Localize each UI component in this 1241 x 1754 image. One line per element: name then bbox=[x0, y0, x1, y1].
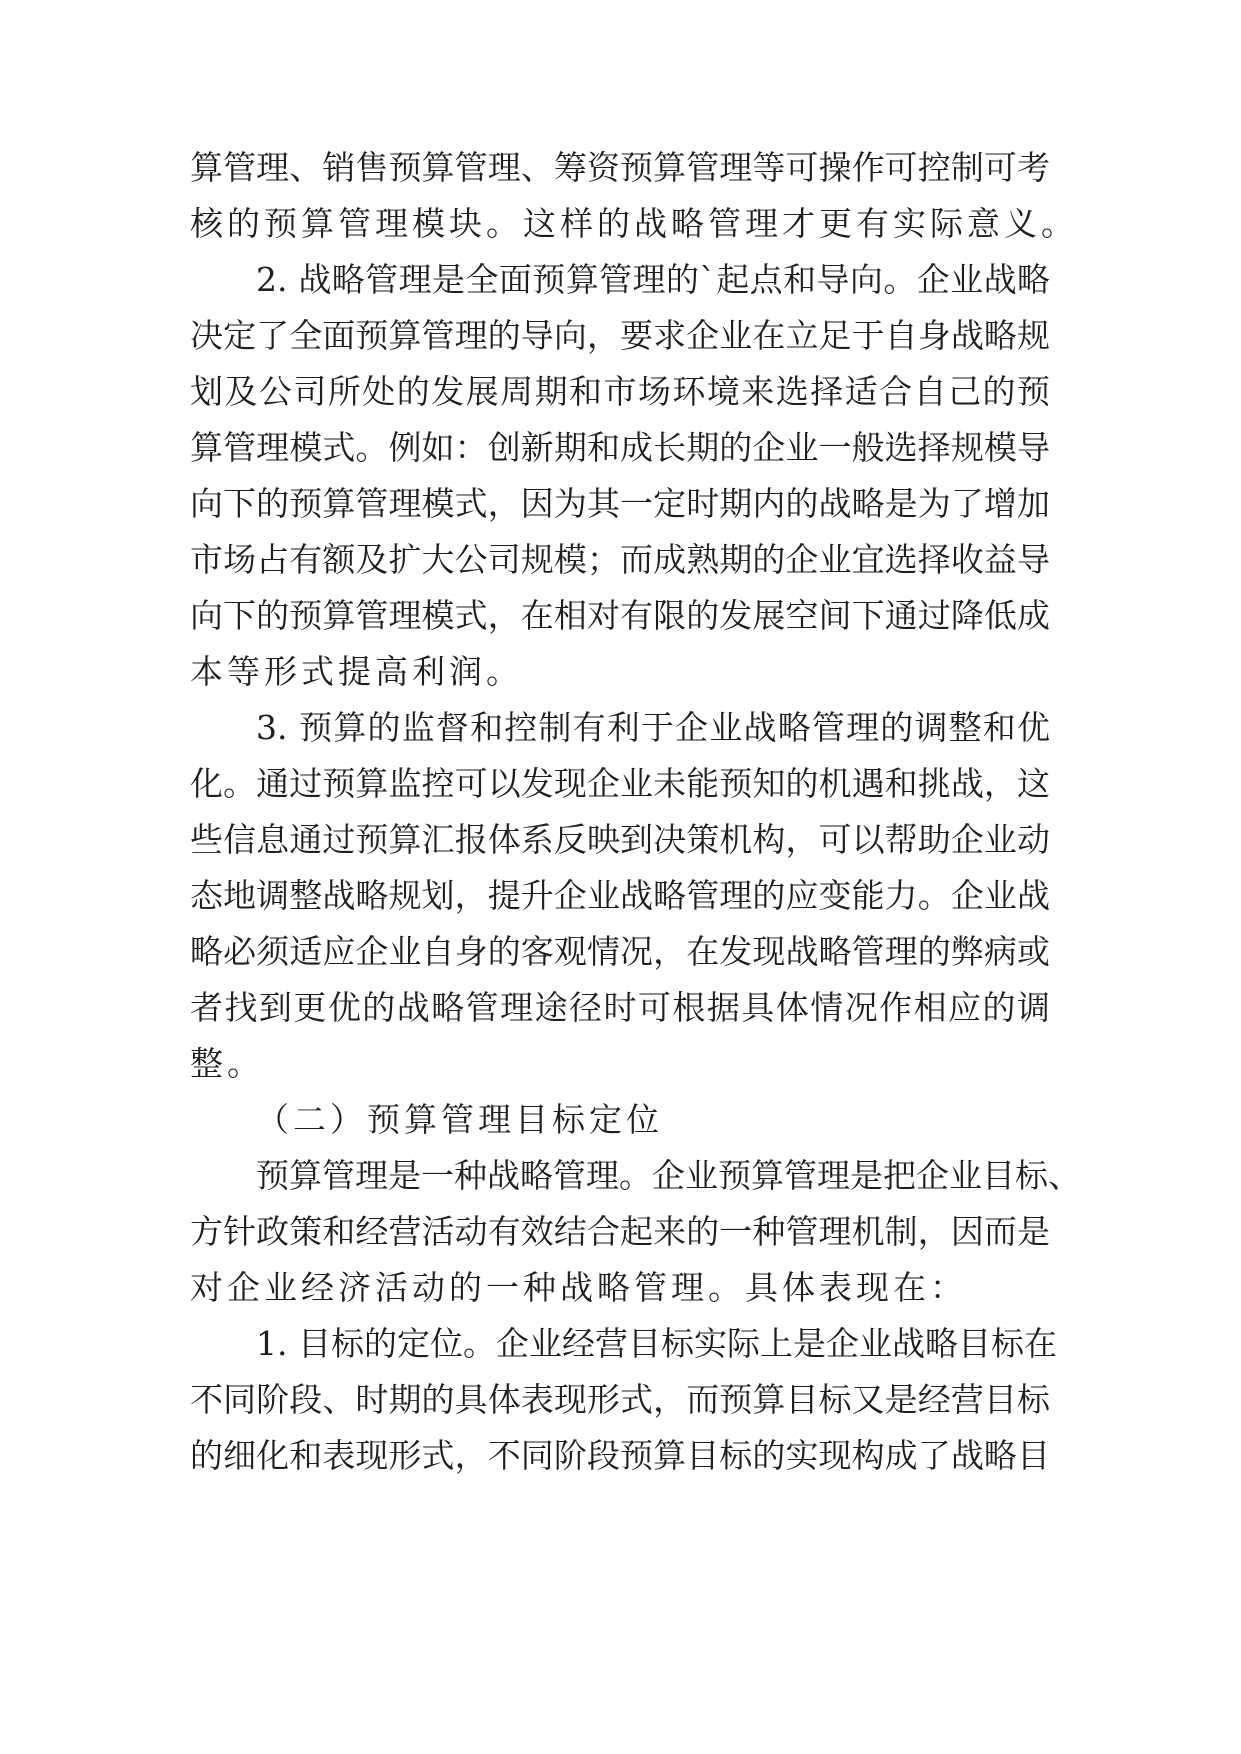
text-line: 决定了全面预算管理的导向，要求企业在立足于自身战略规 bbox=[190, 316, 1050, 355]
text-line: 本等形式提高利润。 bbox=[190, 652, 523, 691]
text-line: 向下的预算管理模式，因为其一定时期内的战略是为了增加 bbox=[190, 484, 1050, 523]
text-line: 市场占有额及扩大公司规模；而成熟期的企业宜选择收益导 bbox=[190, 540, 1050, 579]
paragraph-start-line: 1. 目标的定位。企业经营目标实际上是企业战略目标在 bbox=[256, 1324, 1057, 1363]
text-line: 整。 bbox=[190, 1044, 264, 1083]
section-heading: （二）预算管理目标定位 bbox=[256, 1100, 663, 1139]
text-line: 态地调整战略规划，提升企业战略管理的应变能力。企业战 bbox=[190, 876, 1050, 915]
text-line: 的细化和表现形式，不同阶段预算目标的实现构成了战略目 bbox=[190, 1436, 1050, 1475]
text-line: 划及公司所处的发展周期和市场环境来选择适合自己的预 bbox=[190, 372, 1050, 411]
text-line: 些信息通过预算汇报体系反映到决策机构，可以帮助企业动 bbox=[190, 820, 1050, 859]
text-line: 算管理模式。例如：创新期和成长期的企业一般选择规模导 bbox=[190, 428, 1050, 467]
text-line: 对企业经济活动的一种战略管理。具体表现在： bbox=[190, 1268, 967, 1307]
text-line: 化。通过预算监控可以发现企业未能预知的机遇和挑战，这 bbox=[190, 764, 1050, 803]
paragraph-start-line: 2. 战略管理是全面预算管理的`起点和导向。企业战略 bbox=[256, 260, 1050, 299]
paragraph-start-line: 预算管理是一种战略管理。企业预算管理是把企业目标、 bbox=[256, 1156, 1081, 1195]
text-line: 略必须适应企业自身的客观情况，在发现战略管理的弊病或 bbox=[190, 932, 1050, 971]
text-line: 核的预算管理模块。这样的战略管理才更有实际意义。 bbox=[190, 204, 1078, 243]
paragraph-start-line: 3. 预算的监督和控制有利于企业战略管理的调整和优 bbox=[256, 708, 1050, 747]
text-line: 不同阶段、时期的具体表现形式，而预算目标又是经营目标 bbox=[190, 1380, 1050, 1419]
text-line: 向下的预算管理模式，在相对有限的发展空间下通过降低成 bbox=[190, 596, 1050, 635]
text-line: 算管理、销售预算管理、筹资预算管理等可操作可控制可考 bbox=[190, 148, 1050, 187]
text-line: 者找到更优的战略管理途径时可根据具体情况作相应的调 bbox=[190, 988, 1050, 1027]
text-line: 方针政策和经营活动有效结合起来的一种管理机制，因而是 bbox=[190, 1212, 1050, 1251]
